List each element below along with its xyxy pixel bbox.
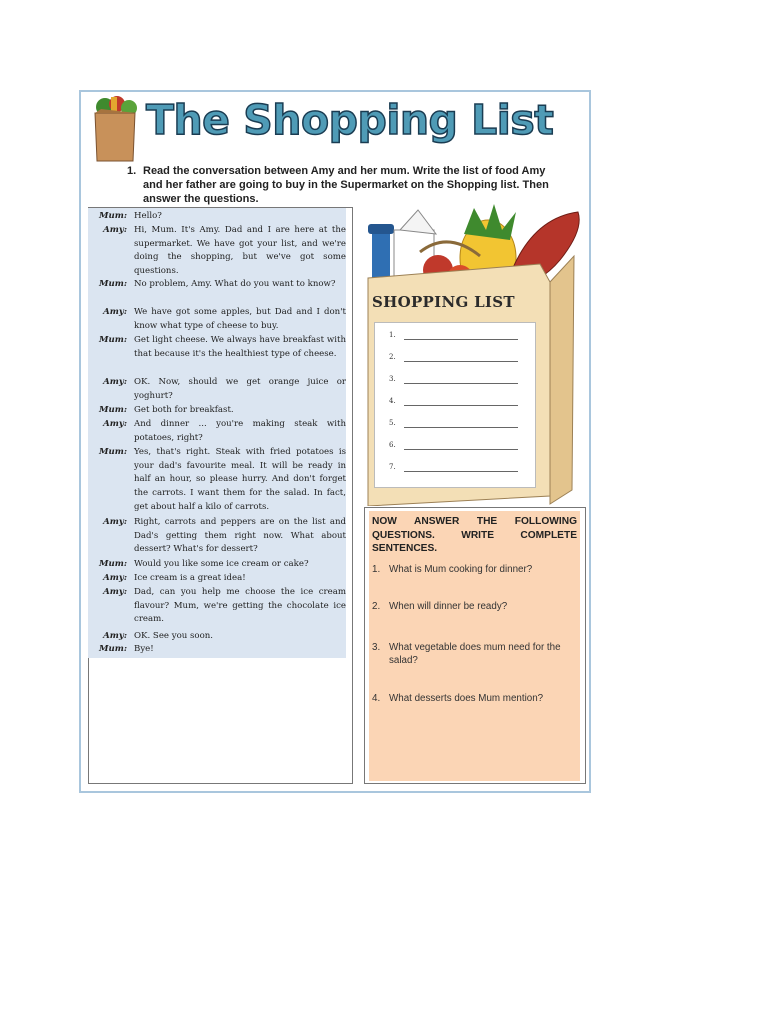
speaker: Amy: xyxy=(103,573,127,583)
question-text: What is Mum cooking for dinner? xyxy=(389,564,533,575)
question-item xyxy=(372,600,577,613)
utterance: We have got some apples, but Dad and I don't know what type of cheese to buy. xyxy=(134,307,346,331)
utterance: Would you like some ice cream or cake? xyxy=(134,559,309,569)
speaker: Mum: xyxy=(98,559,127,569)
utterance: And dinner ... you're making steak with potatoes, right? xyxy=(134,419,346,443)
speaker: Amy: xyxy=(103,631,127,641)
utterance: Hi, Mum. It's Amy. Dad and I are here at the supermarket. We have got your list, and we're doing the shopping, but we've got some questions. xyxy=(134,225,346,277)
speaker: Mum: xyxy=(98,211,127,221)
speaker: Mum: xyxy=(98,447,127,457)
speaker: Mum: xyxy=(98,335,127,345)
shopping-list-title: SHOPPING LIST xyxy=(372,293,515,311)
utterance: Yes, that's right. Steak with fried potatoes is your dad's favourite meal. It will be ready in half an hour, so please hurry. And don't forget the carrots. I want them for the salad. In fact, get about half a kilo of carrots. xyxy=(134,447,346,512)
question-number: 3. xyxy=(372,642,381,653)
speaker: Mum: xyxy=(98,644,127,654)
slot-number: 6. xyxy=(389,441,396,449)
shopping-list-slot[interactable] xyxy=(389,331,521,345)
question-item xyxy=(372,692,577,705)
slot-number: 2. xyxy=(389,353,396,361)
instruction-text: Read the conversation between Amy and her mum. Write the list of food Amy and her father are going to buy in the Supermarket on the Shopping list. Then answer the questions. xyxy=(143,165,549,205)
instruction-number: 1. xyxy=(127,165,137,177)
question-number: 2. xyxy=(372,601,381,612)
questions-heading: NOW ANSWER THE FOLLOWING QUESTIONS. WRITE COMPLETE SENTENCES. xyxy=(372,516,577,555)
question-text: What vegetable does mum need for the salad? xyxy=(389,642,561,666)
slot-number: 1. xyxy=(389,331,396,339)
question-number: 1. xyxy=(372,564,381,575)
utterance: No problem, Amy. What do you want to know? xyxy=(134,279,336,289)
speaker: Amy: xyxy=(103,377,127,387)
question-text: What desserts does Mum mention? xyxy=(389,693,544,704)
speaker: Mum: xyxy=(98,279,127,289)
speaker: Amy: xyxy=(103,307,127,317)
speaker: Mum: xyxy=(98,405,127,415)
shopping-list-slot[interactable] xyxy=(389,397,521,411)
slot-number: 5. xyxy=(389,419,396,427)
slot-number: 4. xyxy=(389,397,396,405)
utterance: Get both for breakfast. xyxy=(134,405,234,415)
question-number: 4. xyxy=(372,693,381,704)
speaker: Amy: xyxy=(103,419,127,429)
shopping-list-slot[interactable] xyxy=(389,441,521,455)
question-item xyxy=(372,563,577,576)
shopping-list-slot[interactable] xyxy=(389,419,521,433)
speaker: Amy: xyxy=(103,517,127,527)
speaker: Amy: xyxy=(103,225,127,235)
utterance: Get light cheese. We always have breakfast with that because it's the healthiest type of cheese. xyxy=(134,335,346,359)
utterance: Hello? xyxy=(134,211,162,221)
shopping-list-slot[interactable] xyxy=(389,353,521,367)
shopping-list-slot[interactable] xyxy=(389,463,521,477)
slot-number: 7. xyxy=(389,463,396,471)
utterance: Ice cream is a great idea! xyxy=(134,573,246,583)
speaker: Amy: xyxy=(103,587,127,597)
utterance: OK. Now, should we get orange juice or yoghurt? xyxy=(134,377,346,401)
grocery-bag-icon xyxy=(87,95,143,163)
question-text: When will dinner be ready? xyxy=(389,601,508,612)
utterance: Dad, can you help me choose the ice cream flavour? Mum, we're getting the chocolate ice cream. xyxy=(134,587,346,625)
slot-number: 3. xyxy=(389,375,396,383)
shopping-list-slot[interactable] xyxy=(389,375,521,389)
question-item xyxy=(372,641,577,667)
page-title: The Shopping List xyxy=(146,96,554,144)
dialogue-panel xyxy=(88,208,346,658)
utterance: Bye! xyxy=(134,644,154,654)
utterance: OK. See you soon. xyxy=(134,631,214,641)
utterance: Right, carrots and peppers are on the list and Dad's getting them right now. What about dessert? What's for dessert? xyxy=(134,517,346,555)
